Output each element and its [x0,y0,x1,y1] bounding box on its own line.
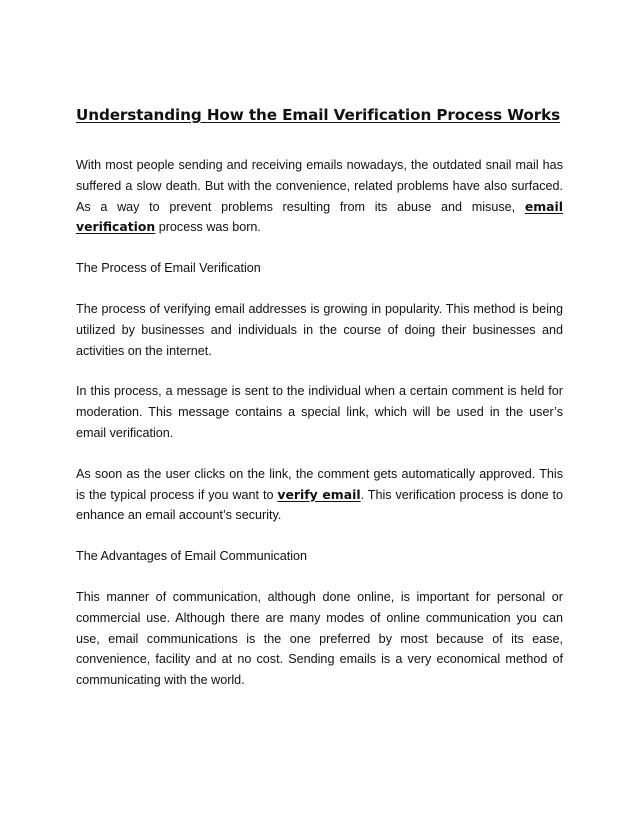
process-paragraph-3 [76,464,563,526]
spacer [76,279,563,299]
spacer [76,526,563,546]
spacer [76,361,563,381]
spacer [76,238,563,258]
verify-email-link[interactable]: verify email [277,486,361,502]
document-title: Understanding How the Email Verification Process Works [76,106,561,124]
document-page [76,104,563,691]
intro-paragraph [76,155,563,238]
advantages-paragraph: This manner of communication, although done online, is important for personal or commercial use. Although there are many modes of online communication you can use, email communications is the one preferred by most because of its ease, convenience, facility and at no cost. Sending emails is a very economical method of communicating with the world. [76,589,563,688]
intro-text-after: process was born. [155,220,261,235]
section-heading-process: The Process of Email Verification [76,261,261,276]
spacer [76,567,563,587]
email-verification-link[interactable]: email verification [76,198,563,235]
spacer [76,126,563,155]
process-text-before: As soon as the user clicks on the link, the comment gets automatically approved. This is the typical process if you want to [76,466,563,502]
intro-text-before: With most people sending and receiving emails nowadays, the outdated snail mail has suffered a slow death. But with the convenience, related problems have also surfaced. As a way to prevent problems resulting from its abuse and misuse, [76,158,563,214]
spacer [76,444,563,464]
section-heading-advantages: The Advantages of Email Communication [76,549,308,564]
process-paragraph-1: The process of verifying email addresses is growing in popularity. This method is being utilized by businesses and individuals in the course of doing their businesses and activities on the internet. [76,301,563,358]
process-paragraph-2: In this process, a message is sent to the individual when a certain comment is held for moderation. This message contains a special link, which will be used in the user’s email verification. [76,384,563,440]
process-text-after: . This verification process is done to enhance an email account’s security. [76,487,563,523]
